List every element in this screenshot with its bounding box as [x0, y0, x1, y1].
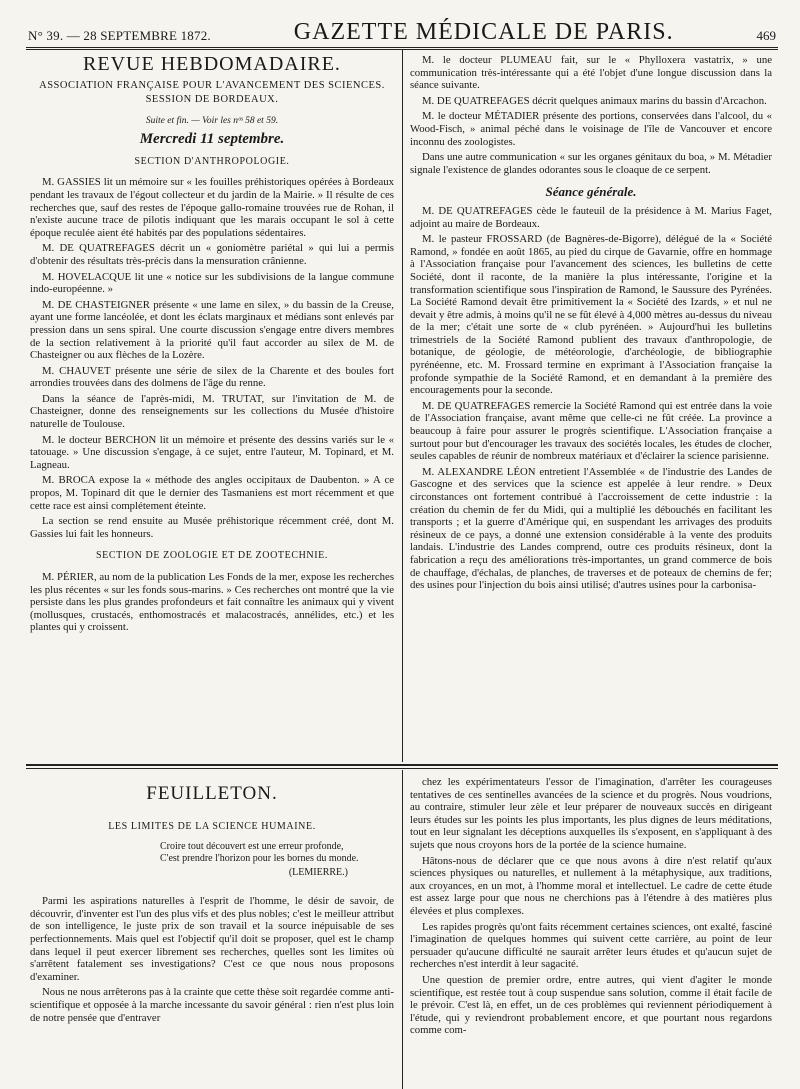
revue-title: REVUE HEBDOMADAIRE.	[83, 54, 341, 75]
feuilleton-rule-top	[26, 764, 778, 766]
paragraph: M. le docteur BERCHON lit un mémoire et présente des dessins variés sur le « tatouage. » Une discussion s'engage, à ce sujet, entre l'auteur, M. Topinard, et M. Lagneau.	[30, 433, 394, 471]
paragraph: Hâtons-nous de déclarer que ce que nous avons à dire n'est relatif qu'aux sciences physiques ou naturelles, et nullement à la métaphysique, aux traditions, aux croyances, en un mot, à l'homme moral et intellectuel. Le cadre de cette étude est assez large pour que nous ne cherchions pas à l'étendre à des matières plus élevées et plus complexes.	[410, 854, 772, 917]
continuation-note: Suite et fin. — Voir les nᵒˢ 58 et 59.	[145, 115, 279, 126]
paragraph: M. GASSIES lit un mémoire sur « les fouilles préhistoriques opérées à Bordeaux pendant les travaux de l'égout collecteur et du jardin de la Mairie. » Il résulte de ces recherches que, sauf des restes de l'époque gallo-romaine trouvées rue de Rohan, il n'existe aucune trace de pilotis indiquant que les marais occupant le sol à cette époque reculée aient été habités par des populations sédentaires.	[30, 176, 394, 239]
section-heading-anthropologie: SECTION D'ANTHROPOLOGIE.	[134, 155, 290, 167]
column-divider-top	[402, 50, 403, 762]
feuilleton-title: FEUILLETON.	[146, 783, 278, 804]
paragraph: M. PÉRIER, au nom de la publication Les Fonds de la mer, expose les recherches les plus récentes « sur les fonds sous-marins. » Ces recherches ont montré que la vie persiste dans les plus grandes profondeurs et fait connaître les animaux qui y vivent (mollusques, crustacés, enthomostracés et malacostracés, annélides, etc.) et les plantes qui y croissent.	[30, 571, 394, 634]
header-rule-top	[26, 47, 778, 48]
page-number: 469	[756, 28, 776, 43]
seance-generale-heading: Séance générale.	[545, 184, 637, 200]
paragraph: M. DE QUATREFAGES cède le fauteuil de la présidence à M. Marius Faget, adjoint au maire de Bordeaux.	[410, 204, 772, 230]
feuilleton-subtitle: LES LIMITES DE LA SCIENCE HUMAINE.	[108, 820, 316, 832]
paragraph: M. DE QUATREFAGES décrit un « goniomètre pariétal » qui lui a permis d'obtenir des résultats très-précis dans la mensuration crânienne.	[30, 242, 394, 267]
column-right-top	[410, 54, 772, 762]
paragraph: M. HOVELACQUE lit une « notice sur les subdivisions de la langue commune indo-européenne. »	[30, 270, 394, 296]
paragraph: M. DE CHASTEIGNER présente « une lame en silex, » du bassin de la Creuse, ayant une forme lancéolée, et dont les éclats marginaux et médians sont enlevés par pression dans un sens spiral. Une courte discussion s'engage entre divers membres de la section relativement à la priorité qu'il faut accorder au silex de M. de Chasteigner ou aux flèches de la Lozère.	[30, 298, 394, 362]
paragraph: Les rapides progrès qu'ont faits récemment certaines sciences, ont exalté, fasciné l'imagination de quelques hommes qui suivent cette carrière, au point de leur persuader qu'aucune difficulté ne saurait arrêter leurs études et qu'aucun sujet de recherches n'est interdit à leur sagacité.	[410, 920, 772, 971]
paragraph: M. ALEXANDRE LÉON entretient l'Assemblée « de l'industrie des Landes de Gascogne et des services que la science est appelée à leur rendre. » Deux circonstances ont fortement contribué à l'accroissement de cette industrie : la création du chemin de fer du Midi, qui a multiplié les débouchés en facilitant les transports ; et la guerre d'Amérique qui, en suspendant les arrivages des produits résineux de ce pays, a donné une extension considérable à la vente des produits landais. L'industrie des Landes comprend, outre ces produits résineux, dont la fabrication a reçu des améliorations très-importantes, un grand commerce de bois de chauffage, d'échalas, de planches, de traverses et de poteaux de chemins de fer; des usines pour l'injection du bois ainsi utilisé; d'autres usines pour la carbonisa-	[410, 465, 772, 592]
masthead	[28, 12, 776, 44]
column-right-bottom	[410, 776, 772, 1089]
epigraph-author: (LEMIERRE.)	[288, 867, 348, 879]
paragraph: Nous ne nous arrêterons pas à la crainte que cette thèse soit regardée comme anti-scientifique et opposée à la marche incessante du savoir général : rien n'est plus loin de notre pensée que d'entraver	[30, 986, 394, 1024]
feuilleton-rule-bottom	[26, 768, 778, 769]
paragraph: Dans la séance de l'après-midi, M. TRUTAT, sur l'invitation de M. de Chasteigner, donne des renseignements sur les collections du Musée d'histoire naturelle de Toulouse.	[30, 392, 394, 431]
paragraph: M. CHAUVET présente une série de silex de la Charente et des boules fort arrondies trouvées dans des dolmens de l'âge du renne.	[30, 364, 394, 390]
paragraph: Dans une autre communication « sur les organes génitaux du boa, » M. Métadier signale l'existence de glandes odorantes sous le cloaque de ce serpent.	[410, 151, 772, 176]
section-heading-zoologie: SECTION DE ZOOLOGIE ET DE ZOOTECHNIE.	[96, 550, 328, 562]
revue-subtitle-association: ASSOCIATION FRANÇAISE POUR L'AVANCEMENT DES SCIENCES.	[39, 79, 385, 91]
epigraph	[160, 841, 394, 879]
paragraph: M. le pasteur FROSSARD (de Bagnères-de-Bigorre), délégué de la « Société Ramond, » fondée en août 1865, au pied du cirque de Gavarnie, offre en hommage à l'Association française pour l'avancement des sciences, les bulletins de cette Société, dont il raconte, de la manière la plus intéressante, l'origine et la transformation scientifique sous l'inspiration de Ramond, le Saussure des Pyrénées. La Société Ramond devait être primitivement la « Société des Izards, » et nul ne devait y être admis, à moins qu'il ne se fût élevé à 4,000 mètres au-dessus du niveau de la mer; c'était une sorte de « club pyrénéen. » Aujourd'hui les bulletins trimestriels de la Société Ramond publient des travaux d'anthropologie, de botanique, de géologie, de météorologie, d'archéologie, de bibliographie pyrénéenne, etc. M. Frossard termine en exprimant à l'Association française la profonde sympathie de la Société Ramond, et en demandant à la première des encouragements pour la seconde.	[410, 233, 772, 397]
epigraph-line: Croire tout découvert est une erreur profonde,	[160, 841, 344, 853]
column-left-top	[30, 54, 394, 762]
paragraph: M. BROCA expose la « méthode des angles occipitaux de Daubenton. » A ce propos, M. Topinard dit que le dernier des Tasmaniens est mort récemment et que cette race est ainsi complétement éteinte.	[30, 474, 394, 512]
paragraph: Parmi les aspirations naturelles à l'esprit de l'homme, le désir de savoir, de découvrir, d'inventer est l'un des plus vifs et des plus nobles; c'est le meilleur attribut de son intelligence, le juste prix de son travail et la source inépuisable de ses perfectionnements. Mais quel est l'objectif qu'il doit se proposer, quel est le champ dans lequel il peut exercer librement ses recherches, quelles sont les limites où s'arrêtent fatalement ses investigations? C'est ce que nous nous proposons d'examiner.	[30, 895, 394, 983]
newspaper-title: GAZETTE MÉDICALE DE PARIS.	[293, 19, 674, 45]
column-left-bottom	[30, 776, 394, 1089]
paragraph: M. le docteur PLUMEAU fait, sur le « Phylloxera vastatrix, » une communication très-intéressante qui a été l'objet d'une longue discussion dans la séance suivante.	[410, 54, 772, 92]
epigraph-line: C'est prendre l'horizon pour les bornes du monde.	[160, 853, 359, 865]
paragraph: La section se rend ensuite au Musée préhistorique récemment créé, dont M. Gassies lui fait les honneurs.	[30, 515, 394, 540]
paragraph: Une question de premier ordre, entre autres, qui vient d'agiter le monde scientifique, est restée tout à coup suspendue sans solution, comme il était facile de le prévoir. C'est là, en effet, un de ces problèmes qui reviennent périodiquement à l'étude, qui y reviendront probablement encore, et que pourtant nous regardons comme com-	[410, 973, 772, 1037]
issue-line: N° 39. — 28 SEPTEMBRE 1872.	[28, 28, 211, 43]
paragraph: chez les expérimentateurs l'essor de l'imagination, d'arrêter les courageuses tentatives de ces sentinelles avancées de la science et du progrès. Nous voudrions, au contraire, stimuler leur zèle et leur préparer de nouveaux succès en dirigeant leurs études sur les points les plus importants, les plus dignes de leurs méditations, tout en leur signalant les déceptions auxquelles ils s'exposent, en s'appliquant à des sujets que nous croyons hors de la portée de la science humaine.	[410, 776, 772, 851]
paragraph: M. le docteur MÉTADIER présente des portions, conservées dans l'alcool, du « Wood-Fisch, » animal péché dans le voisinage de l'île de Vancouver et encore inconnu des zoologistes.	[410, 110, 772, 148]
date-heading: Mercredi 11 septembre.	[139, 131, 285, 148]
revue-subtitle-session: SESSION DE BORDEAUX.	[145, 93, 279, 105]
column-divider-bottom	[402, 770, 403, 1089]
paragraph: M. DE QUATREFAGES décrit quelques animaux marins du bassin d'Arcachon.	[422, 94, 767, 107]
paragraph: M. DE QUATREFAGES remercie la Société Ramond qui est entrée dans la voie de l'Association française, avant même que celle-ci ne fût créée. La province a beaucoup à faire pour assurer le progrès scientifique. L'Association française a surtout pour but d'encourager les travaux des sociétés locales, les études de clocher, seules capables de réunir de nombreux matériaux et d'éclairer la science parisienne.	[410, 399, 772, 463]
